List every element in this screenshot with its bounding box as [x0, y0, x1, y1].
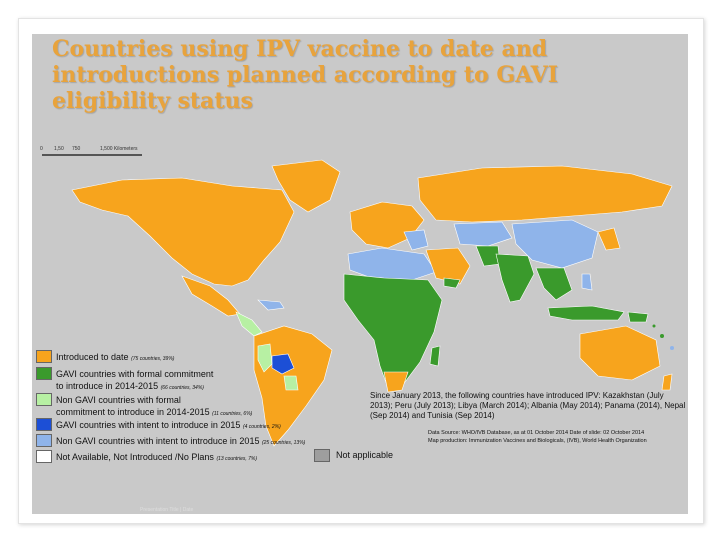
legend-count-introduced: (75 countries, 39%)	[131, 356, 175, 362]
korea-japan-region	[598, 228, 620, 250]
central-asia-region	[454, 222, 512, 246]
scale-label-2: 750	[72, 146, 81, 152]
southeast-asia-region	[536, 268, 572, 300]
footer-note: Presentation Title | Date	[140, 507, 194, 513]
legend-label-not-available: Not Available, Not Introduced /No Plans	[56, 452, 214, 462]
legend-label-non-gavi-formal: Non GAVI countries with formal	[56, 395, 181, 405]
central-america-region	[236, 312, 262, 336]
map-production-text: Map production: Immunization Vaccines and Biologicals, (IVB), World Health Organization	[428, 438, 647, 444]
png-region	[628, 312, 648, 322]
legend-swatch-not-applicable	[314, 449, 330, 462]
madagascar-region	[430, 346, 440, 366]
legend-swatch-gavi-formal	[36, 367, 52, 380]
data-source-text: Data Source: WHO/IVB Database, as at 01 October 2014 Date of slide: 02 October 2014	[428, 430, 645, 436]
title-line-2: introductions planned according to GAVI	[52, 62, 559, 88]
legend-swatch-not-available	[36, 450, 52, 463]
russia-region	[418, 166, 672, 222]
ipv-introductions-note: Since January 2013, the following countries have introduced IPV: Kazakhstan (July 2013); Peru (July 2013); Libya (March 2014); Albania (May 2014); Panama (2014), Nepal (Sep 2014) and Tunisia (Sep 2014)	[370, 391, 686, 420]
legend-swatch-non-gavi-intent	[36, 434, 52, 447]
legend-count-gavi-formal: (66 countries, 34%)	[160, 385, 204, 391]
title-line-3: eligibility status	[52, 88, 253, 114]
legend-label-non-gavi-intent: Non GAVI countries with intent to introduce in 2015	[56, 436, 260, 446]
north-america-region	[72, 178, 294, 286]
legend-swatch-gavi-intent	[36, 418, 52, 431]
paraguay-region	[284, 376, 298, 390]
legend-count-gavi-intent: (4 countries, 2%)	[242, 424, 281, 430]
legend-count-non-gavi-formal: (11 countries, 6%)	[212, 411, 253, 417]
scale-label-1: 1,50	[54, 146, 64, 152]
philippines-region	[582, 274, 592, 290]
north-africa-region	[348, 248, 436, 280]
sub-saharan-africa-region	[344, 274, 442, 388]
pacific-island-2	[670, 346, 674, 350]
slide-title	[52, 36, 652, 114]
yemen-region	[444, 278, 460, 288]
scale-label-3: 1,500 Kilometers	[100, 146, 138, 152]
indonesia-region	[548, 306, 624, 320]
eastern-europe-region	[404, 230, 428, 250]
title-line-1: Countries using IPV vaccine to date and	[52, 36, 548, 62]
legend-count-not-available: (13 countries, 7%)	[216, 456, 258, 462]
scale-label-0: 0	[40, 146, 43, 152]
pacific-island-1	[660, 334, 664, 338]
caribbean-region	[258, 300, 284, 310]
legend-label-not-applicable: Not applicable	[336, 450, 394, 460]
legend-label-introduced: Introduced to date	[56, 352, 129, 362]
legend-label2-gavi-formal: to introduce in 2014-2015	[56, 381, 159, 391]
legend-count-non-gavi-intent: (25 countries, 13%)	[261, 440, 306, 446]
data-source-note	[428, 429, 686, 445]
new-zealand-region	[662, 374, 672, 390]
legend-swatch-introduced	[36, 350, 52, 363]
legend-swatch-non-gavi-formal	[36, 393, 52, 406]
legend-label2-non-gavi-formal: commitment to introduce in 2014-2015	[56, 407, 210, 417]
legend-label-gavi-intent: GAVI countries with intent to introduce in 2015	[56, 420, 241, 430]
australia-region	[580, 326, 660, 380]
india-region	[496, 254, 534, 302]
legend-label-gavi-formal: GAVI countries with formal commitment	[56, 369, 214, 379]
southern-africa-region	[384, 372, 408, 392]
pacific-island-3	[653, 325, 656, 328]
